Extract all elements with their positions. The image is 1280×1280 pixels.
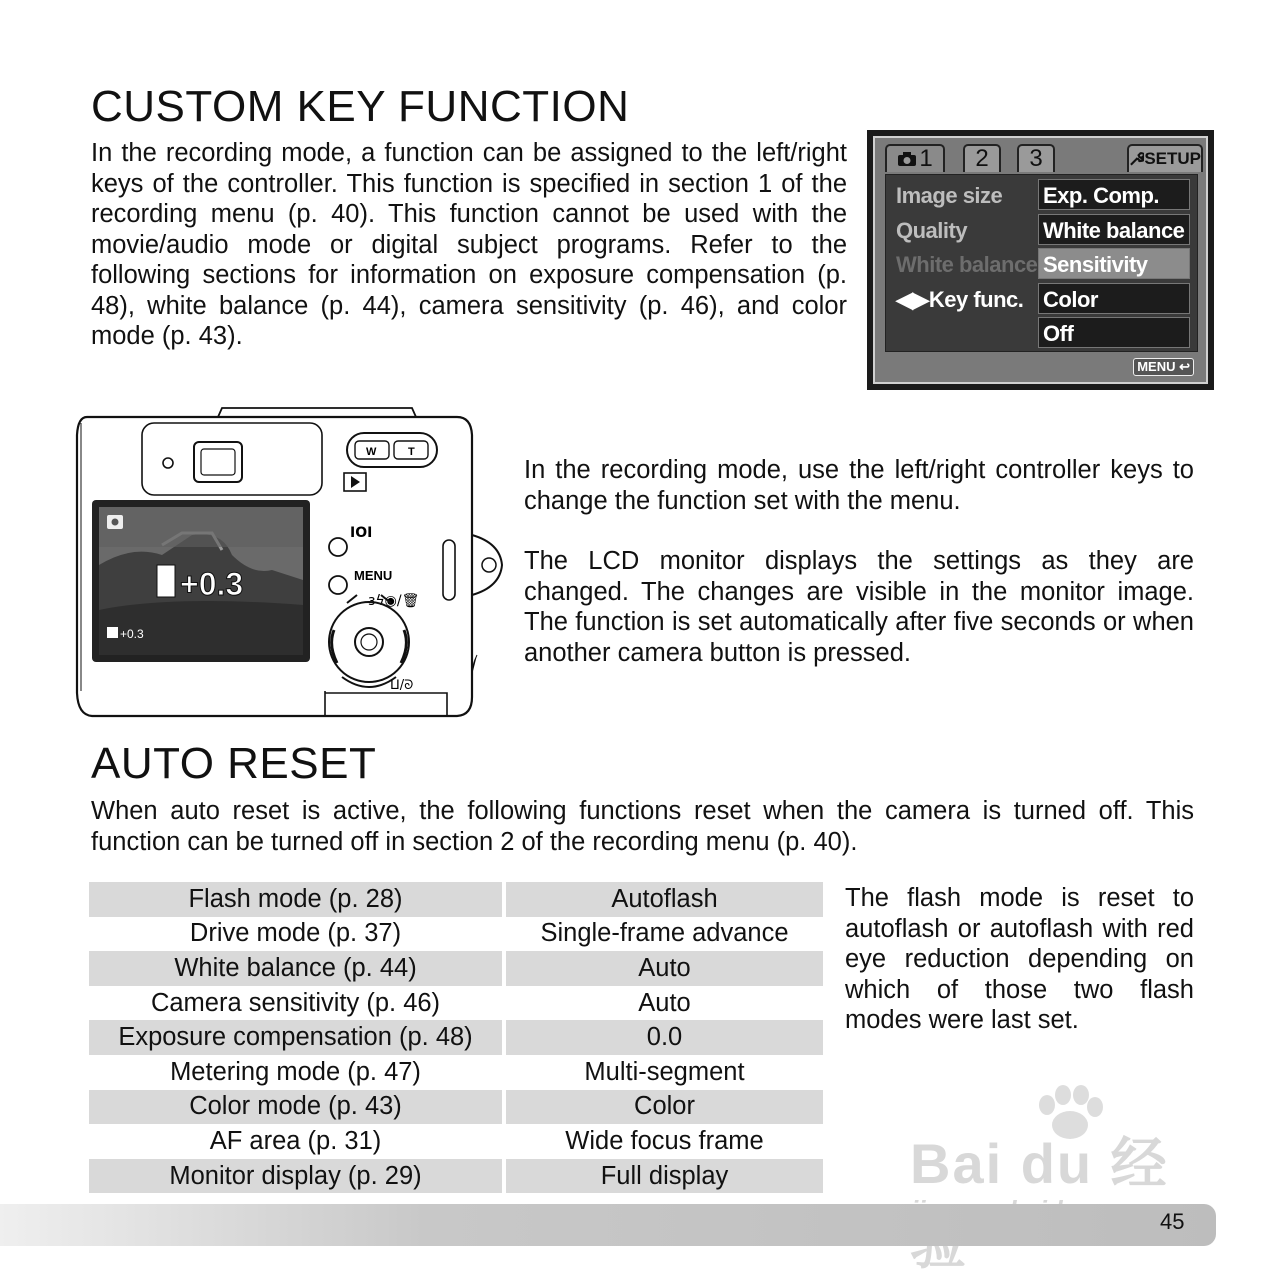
menu-option-sensitivity: Sensitivity xyxy=(1038,248,1190,279)
table-cell-function: Flash mode (p. 28) xyxy=(89,882,502,917)
tab-setup-label: SETUP xyxy=(1144,149,1201,168)
menu-item-key-func-label: Key func. xyxy=(928,286,1024,312)
exposure-value-small: +0.3 xyxy=(120,627,144,641)
table-cell-value: Auto xyxy=(638,988,691,1017)
controller-center-button xyxy=(355,628,383,656)
table-cell-function: Camera sensitivity (p. 46) xyxy=(150,988,441,1017)
table-cell-function: Drive mode (p. 37) xyxy=(189,919,402,948)
table-cell-value: Full display xyxy=(506,1159,823,1194)
tab-recording-1-label: 1 xyxy=(919,145,933,172)
table-row xyxy=(89,1090,823,1125)
table-cell-function: Exposure compensation (p. 48) xyxy=(89,1020,502,1055)
table-cell-value: Single-frame advance xyxy=(540,919,789,948)
camera-back-illustration xyxy=(72,405,512,723)
table-row xyxy=(89,917,823,952)
left-right-arrows-icon: ◀▶ xyxy=(896,286,929,312)
table-row xyxy=(89,1159,823,1194)
section-title-auto-reset: AUTO RESET xyxy=(91,739,377,788)
exposure-comp-icon xyxy=(157,565,175,597)
tab-recording-2 xyxy=(963,144,1001,172)
table-row xyxy=(89,951,823,986)
menu-return-label: MENU xyxy=(1137,359,1176,374)
menu-button xyxy=(329,576,347,594)
custom-key-para-3: The LCD monitor displays the settings as they are changed. The changes are visible in the monitor image. The function is set automatically after five seconds or when another camera button is pressed. xyxy=(524,547,1194,667)
exposure-value-large: +0.3 xyxy=(180,566,244,602)
menu-option-exp-comp: Exp. Comp. xyxy=(1038,179,1190,210)
custom-key-para-2: In the recording mode, use the left/right controller keys to change the function set with the menu. xyxy=(524,456,1194,515)
play-icon xyxy=(351,476,360,488)
camera-menu-screenshot xyxy=(867,130,1214,390)
table-cell-function: Color mode (p. 43) xyxy=(89,1090,502,1125)
watermark-brand: Bai du 经 xyxy=(910,1132,1169,1195)
menu-button-label: MENU xyxy=(354,568,393,583)
menu-item-white-balance: White balance xyxy=(896,252,1038,277)
camera-icon xyxy=(897,151,917,167)
table-row xyxy=(89,882,823,917)
table-cell-value: Auto xyxy=(506,951,823,986)
table-cell-value: Color xyxy=(506,1090,823,1125)
table-cell-function: Monitor display (p. 29) xyxy=(89,1159,502,1194)
auto-reset-intro: When auto reset is active, the following functions reset when the camera is turned off. This function can be turned off in section 2 of the recording menu (p. 40). xyxy=(91,797,1194,856)
menu-option-off: Off xyxy=(1038,317,1190,348)
tab-recording-1 xyxy=(885,144,945,172)
table-row xyxy=(89,1020,823,1055)
zoom-wide-label: W xyxy=(366,446,377,458)
page-number: 45 xyxy=(1160,1209,1185,1234)
wrench-icon xyxy=(1129,151,1144,167)
tab-recording-2-label: 2 xyxy=(975,145,989,172)
menu-option-color: Color xyxy=(1038,283,1190,314)
flash-redeye-delete-icons: ɜϟ◉/🗑 xyxy=(368,593,420,609)
auto-reset-table xyxy=(89,882,823,1193)
menu-option-white-balance: White balance xyxy=(1038,214,1190,245)
table-cell-value: Autoflash xyxy=(506,882,823,917)
table-cell-value: Wide focus frame xyxy=(565,1126,764,1155)
tab-recording-3 xyxy=(1017,144,1055,172)
menu-body xyxy=(885,174,1198,352)
table-row xyxy=(89,1055,823,1090)
controller-ring xyxy=(329,602,409,682)
footer-bar xyxy=(0,1204,1216,1246)
table-row xyxy=(89,986,823,1021)
custom-key-intro: In the recording mode, a function can be assigned to the left/right keys of the controller. This function is specified in section 1 of the recording menu (p. 40). This function cannot be used with the movie/audio mode or digital subject programs. Refer to the following sections for information on exposure compensation (p. 48), white balance (p. 44), camera sensitivity (p. 46), and color mode (p. 43). xyxy=(91,139,847,350)
display-button xyxy=(329,538,347,556)
table-cell-function: AF area (p. 31) xyxy=(209,1126,382,1155)
menu-return-button: MENU ↩ xyxy=(1133,358,1194,376)
tab-recording-3-label: 3 xyxy=(1029,145,1043,172)
table-cell-value: Multi-segment xyxy=(584,1057,745,1086)
table-cell-function: Metering mode (p. 47) xyxy=(170,1057,421,1086)
display-icon: IOI xyxy=(350,525,373,541)
zoom-tele-label: T xyxy=(408,446,415,458)
menu-item-image-size: Image size xyxy=(896,183,1003,208)
auto-reset-flash-note: The flash mode is reset to autoflash or autoflash with red eye reduction depending on which of those two flash modes were last set. xyxy=(845,884,1194,1034)
macro-selftimer-icons: ⵡ/ᘐ xyxy=(390,678,414,693)
table-cell-function: White balance (p. 44) xyxy=(89,951,502,986)
exposure-small-icon xyxy=(107,627,118,638)
section-title-custom-key: CUSTOM KEY FUNCTION xyxy=(91,82,630,131)
table-cell-value: 0.0 xyxy=(506,1020,823,1055)
table-row xyxy=(89,1124,823,1159)
menu-item-quality: Quality xyxy=(896,217,968,243)
menu-item-key-func xyxy=(896,283,1037,318)
tab-setup xyxy=(1127,144,1203,172)
